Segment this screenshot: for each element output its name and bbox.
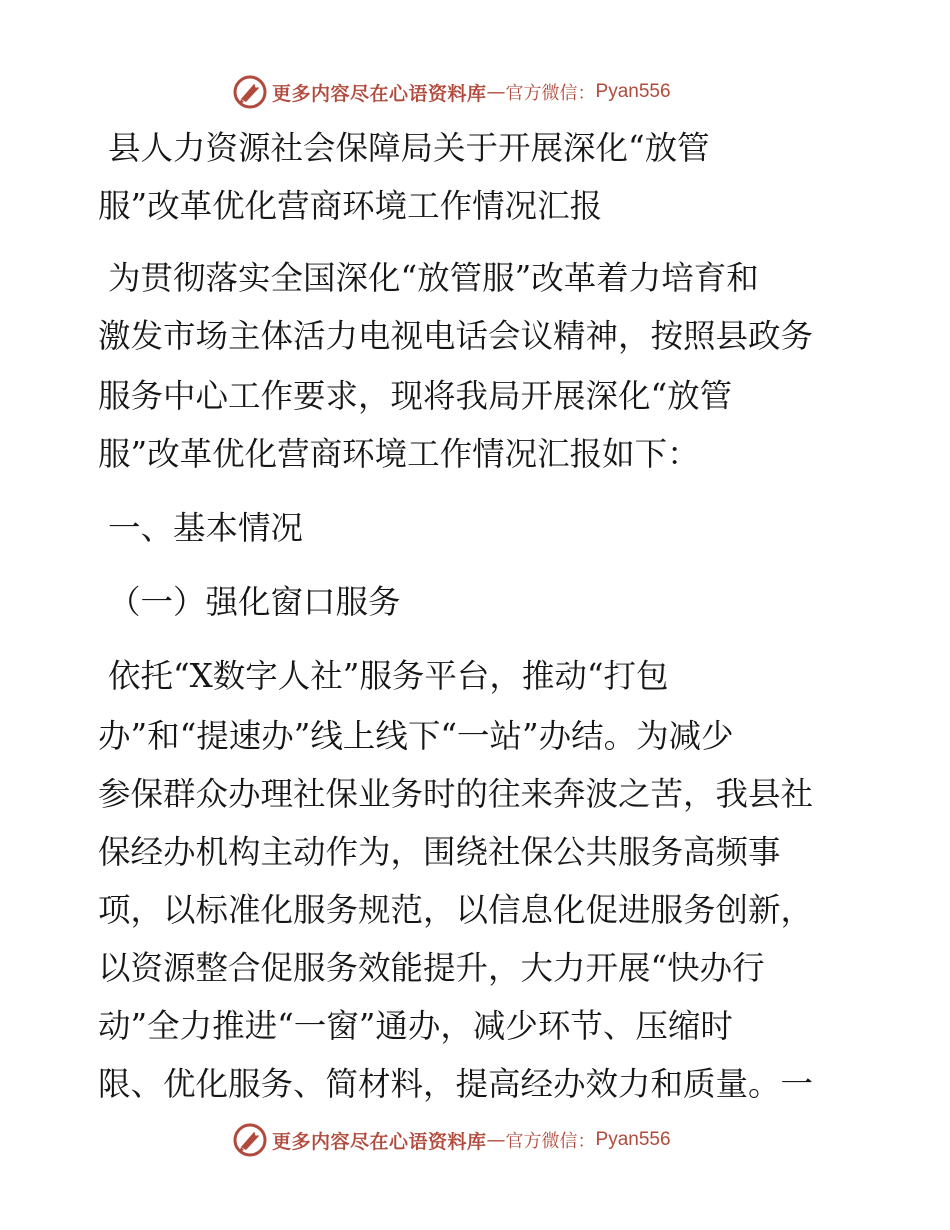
intro-line-4: 服”改革优化营商环境工作情况汇报如下： (98, 435, 700, 473)
header-watermark-banner (232, 72, 671, 112)
watermark-id-text: Pyan556 (595, 81, 671, 102)
body-line-8: 限、优化服务、简材料，提高经办效力和质量。一 (98, 1065, 814, 1103)
watermark-brand-text: 更多内容尽在心语资料库 (272, 82, 487, 105)
watermark-sub-text: 官方微信： (505, 1131, 596, 1152)
body-line-5: 项，以标准化服务规范，以信息化促进服务创新， (98, 891, 814, 929)
section-heading: 一、基本情况 (108, 509, 304, 547)
watermark-dash: — (486, 1129, 506, 1151)
watermark-id-text: Pyan556 (595, 1129, 671, 1150)
body-line-3: 参保群众办理社保业务时的往来奔波之苦，我县社 (98, 775, 814, 813)
pen-logo-icon (232, 1122, 268, 1158)
document-title-line-2: 服”改革优化营商环境工作情况汇报 (98, 187, 603, 225)
body-line-1: 依托“X数字人社”服务平台，推动“打包 (108, 657, 669, 695)
document-title-line-1: 县人力资源社会保障局关于开展深化“放管 (108, 129, 710, 167)
watermark-brand-text: 更多内容尽在心语资料库 (272, 1130, 487, 1153)
watermark-sub-text: 官方微信： (505, 83, 596, 104)
body-line-2: 办”和“提速办”线上线下“一站”办结。为减少 (98, 717, 734, 755)
intro-line-3: 服务中心工作要求，现将我局开展深化“放管 (98, 377, 733, 415)
body-line-7: 动”全力推进“一窗”通办，减少环节、压缩时 (98, 1007, 733, 1045)
subsection-heading: （一）强化窗口服务 (108, 583, 401, 621)
watermark-dash: — (486, 81, 506, 103)
body-line-6: 以资源整合促服务效能提升，大力开展“快办行 (98, 949, 765, 987)
footer-watermark-banner (232, 1120, 671, 1160)
body-line-4: 保经办机构主动作为，围绕社保公共服务高频事 (98, 833, 781, 871)
pen-logo-icon (232, 74, 268, 110)
intro-line-1: 为贯彻落实全国深化“放管服”改革着力培育和 (108, 259, 759, 297)
intro-line-2: 激发市场主体活力电视电话会议精神，按照县政务 (98, 317, 814, 355)
